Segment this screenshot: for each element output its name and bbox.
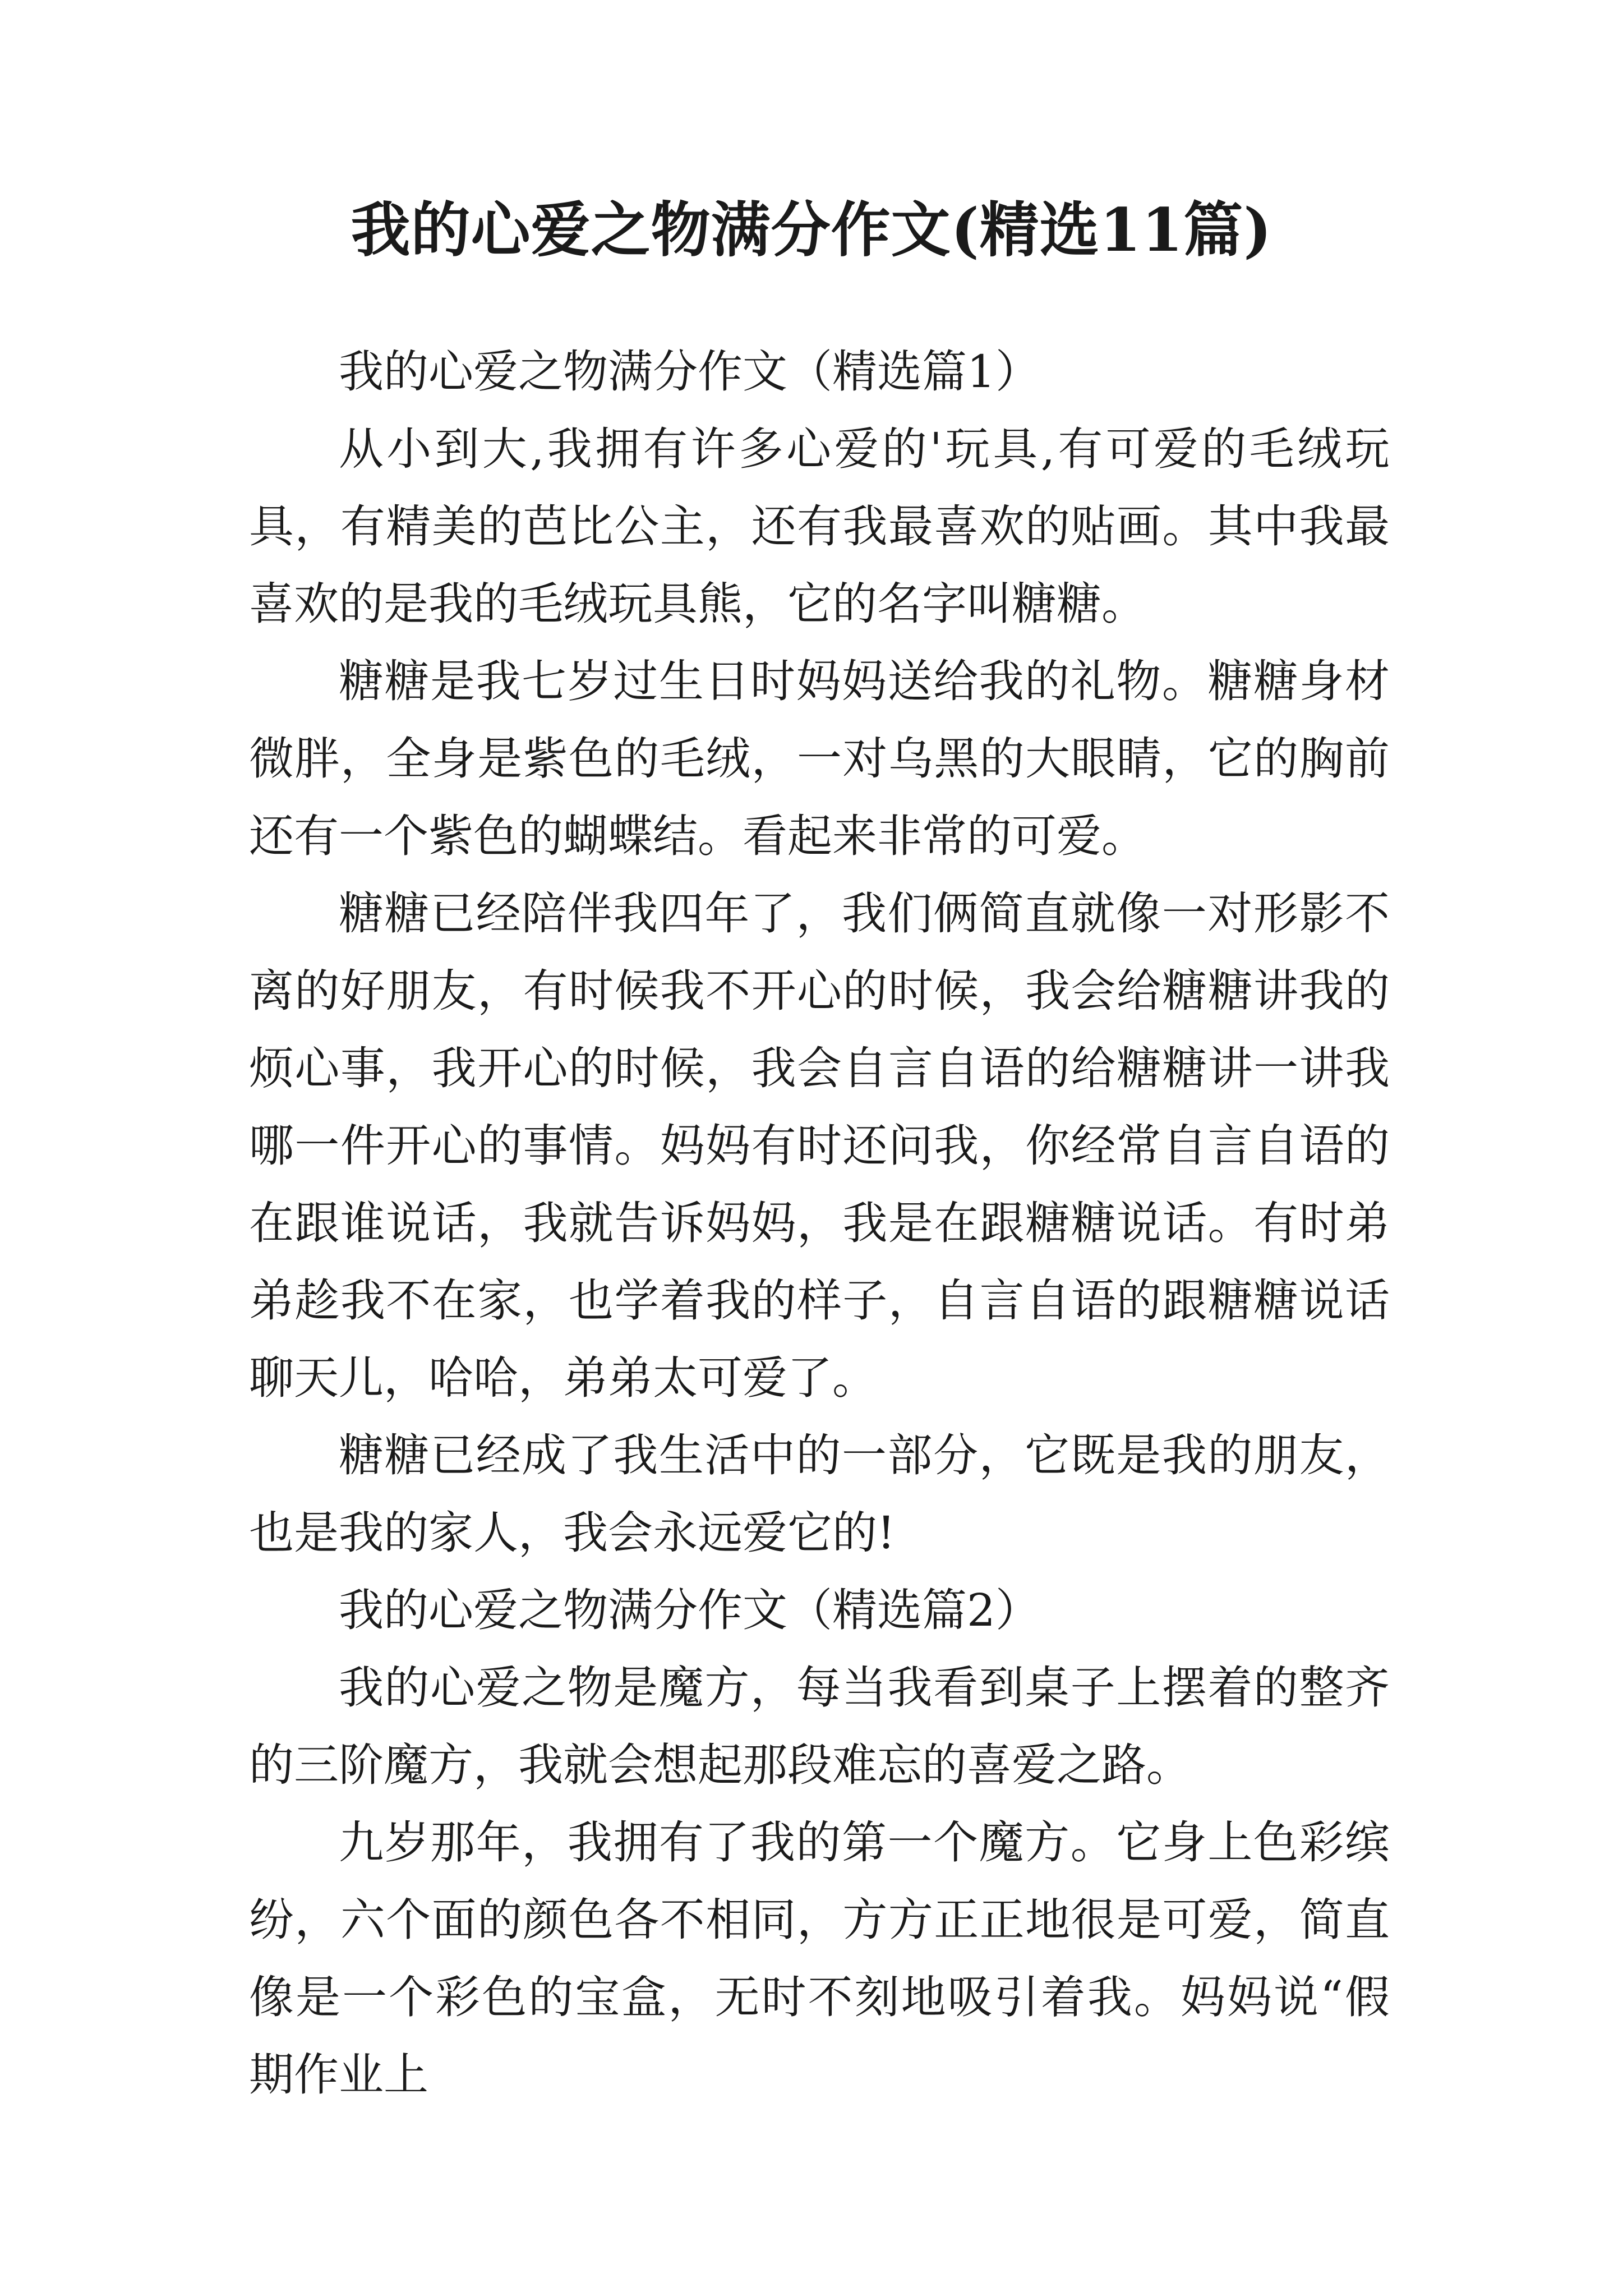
paragraph: 糖糖是我七岁过生日时妈妈送给我的礼物。糖糖身材微胖，全身是紫色的毛绒，一对乌黑的大眼睛，它的胸前还有一个紫色的蝴蝶结。看起来非常的可爱。 bbox=[249, 655, 1390, 862]
paragraph: 我的心爱之物是魔方，每当我看到桌子上摆着的整齐的三阶魔方，我就会想起那段难忘的喜爱之路。 bbox=[249, 1662, 1390, 1791]
paragraph: 从小到大,我拥有许多心爱的'玩具,有可爱的毛绒玩具，有精美的芭比公主，还有我最喜欢的贴画。其中我最喜欢的是我的毛绒玩具熊，它的名字叫糖糖。 bbox=[249, 423, 1390, 630]
section-heading-2: 我的心爱之物满分作文（精选篇2） bbox=[339, 1584, 1040, 1636]
section-heading-1: 我的心爱之物满分作文（精选篇1） bbox=[339, 346, 1040, 398]
paragraph: 九岁那年，我拥有了我的第一个魔方。它身上色彩缤纷，六个面的颜色各不相同，方方正正地很是可爱，简直像是一个彩色的宝盒，无时不刻地吸引着我。妈妈说“假期作业上 bbox=[249, 1816, 1390, 2101]
paragraph: 糖糖已经陪伴我四年了，我们俩简直就像一对形影不离的好朋友，有时候我不开心的时候，我会给糖糖讲我的烦心事，我开心的时候，我会自言自语的给糖糖讲一讲我哪一件开心的事情。妈妈有时还问我，你经常自言自语的在跟谁说话，我就告诉妈妈，我是在跟糖糖说话。有时弟弟趁我不在家，也学着我的样子，自言自语的跟糖糖说话聊天儿，哈哈，弟弟太可爱了。 bbox=[249, 887, 1390, 1404]
paragraph: 糖糖已经成了我生活中的一部分，它既是我的朋友，也是我的家人，我会永远爱它的! bbox=[249, 1429, 1390, 1559]
document-title: 我的心爱之物满分作文(精选11篇) bbox=[351, 195, 1272, 265]
document-body bbox=[249, 333, 1390, 2114]
